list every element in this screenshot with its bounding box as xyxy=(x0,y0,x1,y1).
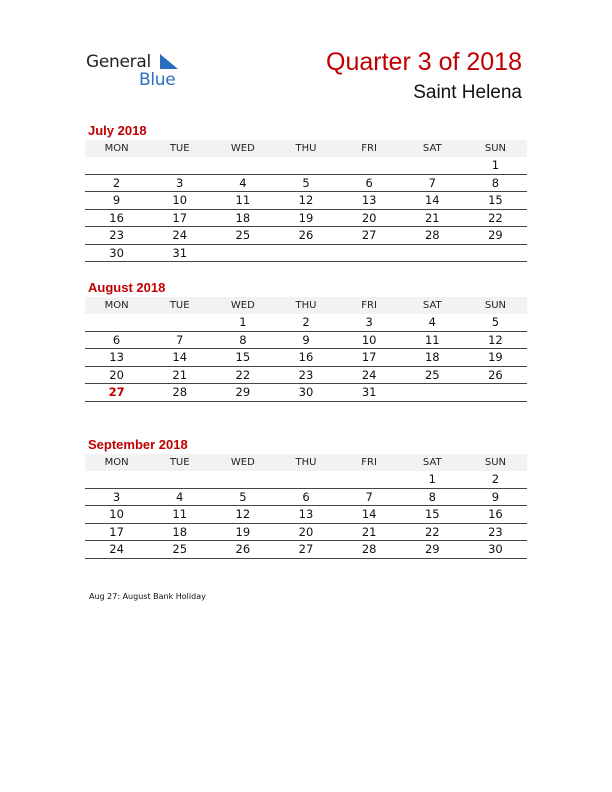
weekday-header: FRI xyxy=(338,140,401,157)
weekday-header-row xyxy=(85,140,527,157)
day-cell: 15 xyxy=(401,506,464,524)
month-block-august xyxy=(85,279,527,402)
day-cell: 26 xyxy=(211,541,274,559)
day-cell: 31 xyxy=(338,384,401,402)
day-cell: 15 xyxy=(464,192,527,210)
day-cell: 22 xyxy=(401,523,464,541)
holiday-note: Aug 27: August Bank Holiday xyxy=(89,592,206,601)
weekday-header: TUE xyxy=(148,297,211,314)
day-cell: 11 xyxy=(401,331,464,349)
day-cell: 5 xyxy=(464,314,527,331)
day-cell xyxy=(338,471,401,488)
day-cell: 30 xyxy=(85,244,148,262)
day-cell xyxy=(85,314,148,331)
day-cell: 31 xyxy=(148,244,211,262)
day-cell xyxy=(401,384,464,402)
calendar-table xyxy=(85,140,527,262)
day-cell: 12 xyxy=(464,331,527,349)
weekday-header: MON xyxy=(85,140,148,157)
weekday-header: THU xyxy=(274,140,337,157)
day-cell: 18 xyxy=(211,209,274,227)
day-cell xyxy=(274,471,337,488)
logo-blue-text: Blue xyxy=(139,70,176,90)
day-cell: 4 xyxy=(211,174,274,192)
day-cell: 17 xyxy=(148,209,211,227)
day-cell xyxy=(148,314,211,331)
week-row xyxy=(85,488,527,506)
calendar-table xyxy=(85,454,527,559)
day-cell xyxy=(274,244,337,262)
day-cell: 27 xyxy=(274,541,337,559)
weekday-header: TUE xyxy=(148,454,211,471)
week-row xyxy=(85,314,527,331)
day-cell: 15 xyxy=(211,349,274,367)
day-cell xyxy=(211,471,274,488)
weekday-header: SAT xyxy=(401,140,464,157)
day-cell: 24 xyxy=(85,541,148,559)
week-row xyxy=(85,384,527,402)
day-cell: 17 xyxy=(85,523,148,541)
day-cell: 1 xyxy=(401,471,464,488)
day-cell: 1 xyxy=(464,157,527,174)
day-cell: 3 xyxy=(148,174,211,192)
week-row xyxy=(85,471,527,488)
day-cell xyxy=(401,244,464,262)
day-cell xyxy=(464,384,527,402)
day-cell: 25 xyxy=(148,541,211,559)
weekday-header: SAT xyxy=(401,297,464,314)
day-cell: 1 xyxy=(211,314,274,331)
day-cell xyxy=(211,157,274,174)
day-cell: 3 xyxy=(85,488,148,506)
day-cell: 13 xyxy=(274,506,337,524)
day-cell: 29 xyxy=(464,227,527,245)
day-cell: 10 xyxy=(85,506,148,524)
day-cell: 21 xyxy=(148,366,211,384)
weekday-header: FRI xyxy=(338,454,401,471)
day-cell: 18 xyxy=(148,523,211,541)
day-cell: 26 xyxy=(464,366,527,384)
day-cell xyxy=(85,471,148,488)
day-cell: 14 xyxy=(401,192,464,210)
day-cell: 11 xyxy=(148,506,211,524)
day-cell xyxy=(338,244,401,262)
day-cell xyxy=(85,157,148,174)
week-row xyxy=(85,349,527,367)
weekday-header-row xyxy=(85,454,527,471)
week-row xyxy=(85,209,527,227)
day-cell: 13 xyxy=(338,192,401,210)
day-cell: 12 xyxy=(211,506,274,524)
day-cell: 19 xyxy=(274,209,337,227)
week-row xyxy=(85,192,527,210)
day-cell xyxy=(338,157,401,174)
weekday-header: SAT xyxy=(401,454,464,471)
day-cell: 3 xyxy=(338,314,401,331)
day-cell: 27 xyxy=(85,384,148,402)
day-cell: 28 xyxy=(401,227,464,245)
day-cell: 27 xyxy=(338,227,401,245)
day-cell: 16 xyxy=(85,209,148,227)
day-cell: 12 xyxy=(274,192,337,210)
weekday-header: WED xyxy=(211,140,274,157)
day-cell: 20 xyxy=(274,523,337,541)
day-cell: 4 xyxy=(148,488,211,506)
day-cell: 9 xyxy=(464,488,527,506)
week-row xyxy=(85,366,527,384)
day-cell: 13 xyxy=(85,349,148,367)
day-cell: 28 xyxy=(148,384,211,402)
day-cell: 14 xyxy=(338,506,401,524)
day-cell xyxy=(401,157,464,174)
day-cell: 30 xyxy=(274,384,337,402)
day-cell: 18 xyxy=(401,349,464,367)
weekday-header: MON xyxy=(85,297,148,314)
weekday-header: SUN xyxy=(464,297,527,314)
day-cell: 19 xyxy=(464,349,527,367)
page-title: Quarter 3 of 2018 xyxy=(326,48,522,76)
day-cell: 22 xyxy=(464,209,527,227)
weekday-header: WED xyxy=(211,297,274,314)
weekday-header: TUE xyxy=(148,140,211,157)
day-cell: 11 xyxy=(211,192,274,210)
day-cell: 23 xyxy=(85,227,148,245)
day-cell: 29 xyxy=(401,541,464,559)
day-cell: 8 xyxy=(211,331,274,349)
weekday-header: FRI xyxy=(338,297,401,314)
day-cell: 24 xyxy=(338,366,401,384)
day-cell: 8 xyxy=(401,488,464,506)
day-cell: 30 xyxy=(464,541,527,559)
month-block-july xyxy=(85,122,527,262)
day-cell: 21 xyxy=(401,209,464,227)
weekday-header: MON xyxy=(85,454,148,471)
calendar-table xyxy=(85,297,527,402)
week-row xyxy=(85,331,527,349)
day-cell: 25 xyxy=(211,227,274,245)
day-cell: 5 xyxy=(211,488,274,506)
day-cell: 7 xyxy=(401,174,464,192)
day-cell: 9 xyxy=(274,331,337,349)
week-row xyxy=(85,174,527,192)
page-subtitle: Saint Helena xyxy=(413,82,522,103)
day-cell: 14 xyxy=(148,349,211,367)
weekday-header: THU xyxy=(274,297,337,314)
day-cell: 2 xyxy=(274,314,337,331)
day-cell xyxy=(148,157,211,174)
day-cell: 23 xyxy=(464,523,527,541)
day-cell: 22 xyxy=(211,366,274,384)
day-cell: 23 xyxy=(274,366,337,384)
day-cell: 5 xyxy=(274,174,337,192)
day-cell: 6 xyxy=(85,331,148,349)
day-cell: 24 xyxy=(148,227,211,245)
weekday-header: THU xyxy=(274,454,337,471)
day-cell: 10 xyxy=(148,192,211,210)
day-cell: 6 xyxy=(274,488,337,506)
day-cell: 8 xyxy=(464,174,527,192)
day-cell: 29 xyxy=(211,384,274,402)
day-cell: 10 xyxy=(338,331,401,349)
day-cell: 2 xyxy=(464,471,527,488)
month-title: July 2018 xyxy=(88,123,147,138)
day-cell: 20 xyxy=(85,366,148,384)
generalblue-logo xyxy=(86,52,186,88)
week-row xyxy=(85,244,527,262)
week-row xyxy=(85,506,527,524)
day-cell: 25 xyxy=(401,366,464,384)
logo-general-text: General xyxy=(86,52,151,72)
day-cell: 20 xyxy=(338,209,401,227)
weekday-header: SUN xyxy=(464,140,527,157)
day-cell: 6 xyxy=(338,174,401,192)
day-cell: 28 xyxy=(338,541,401,559)
day-cell xyxy=(148,471,211,488)
month-title: August 2018 xyxy=(88,280,166,295)
week-row xyxy=(85,157,527,174)
month-block-september xyxy=(85,436,527,559)
logo-flag-icon xyxy=(160,54,178,69)
day-cell xyxy=(464,244,527,262)
day-cell: 19 xyxy=(211,523,274,541)
day-cell: 2 xyxy=(85,174,148,192)
day-cell: 7 xyxy=(148,331,211,349)
day-cell: 7 xyxy=(338,488,401,506)
day-cell: 9 xyxy=(85,192,148,210)
weekday-header: SUN xyxy=(464,454,527,471)
day-cell: 16 xyxy=(464,506,527,524)
weekday-header: WED xyxy=(211,454,274,471)
day-cell: 16 xyxy=(274,349,337,367)
day-cell xyxy=(274,157,337,174)
weekday-header-row xyxy=(85,297,527,314)
week-row xyxy=(85,541,527,559)
week-row xyxy=(85,523,527,541)
day-cell: 17 xyxy=(338,349,401,367)
day-cell: 26 xyxy=(274,227,337,245)
day-cell: 21 xyxy=(338,523,401,541)
day-cell: 4 xyxy=(401,314,464,331)
week-row xyxy=(85,227,527,245)
month-title: September 2018 xyxy=(88,437,188,452)
day-cell xyxy=(211,244,274,262)
